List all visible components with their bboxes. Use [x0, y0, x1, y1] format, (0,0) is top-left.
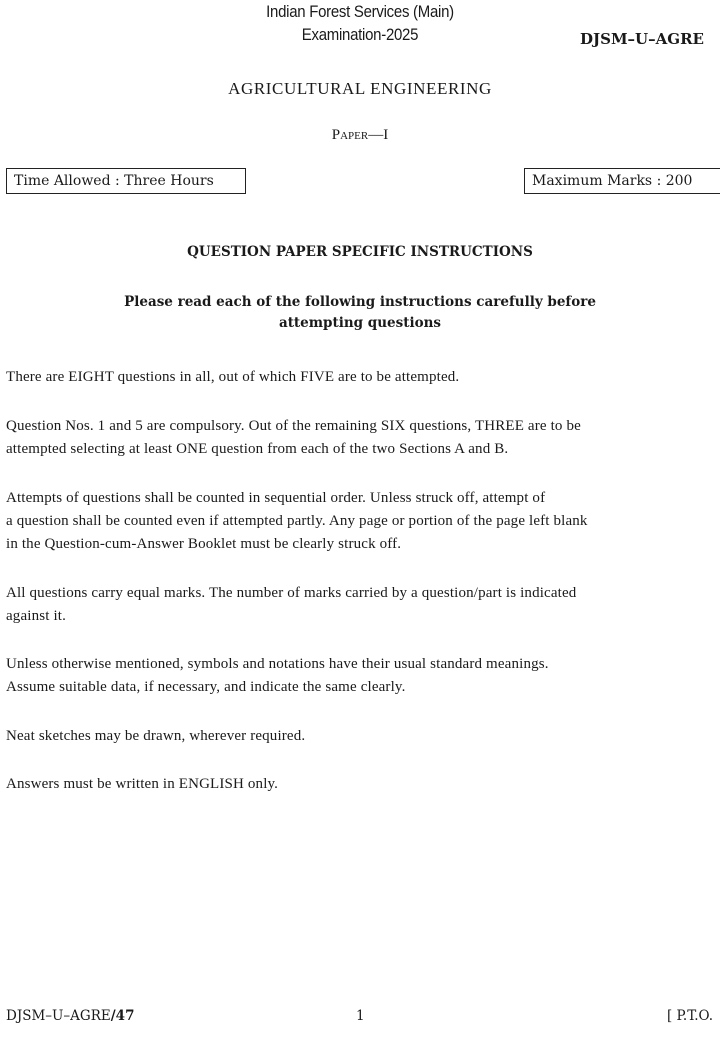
instruction-3-line-3: in the Question-cum-Answer Booklet must be clearly struck off. — [6, 536, 402, 552]
page-number: 1 — [356, 1008, 365, 1024]
pto-marker: [ P.T.O. — [667, 1008, 714, 1024]
instructions-subheading-line2: attempting questions — [278, 315, 442, 331]
instruction-5-line-2: Assume suitable data, if necessary, and indicate the same clearly. — [6, 679, 406, 695]
paper-number — [0, 127, 720, 144]
instructions-subheading-line1: Please read each of the following instructions carefully before — [124, 294, 596, 310]
paper-number-text: Paper—I — [331, 127, 389, 143]
footer-code-suffix: /47 — [110, 1008, 135, 1024]
instruction-5-line-1: Unless otherwise mentioned, symbols and notations have their usual standard meanings. — [6, 656, 549, 672]
instruction-3 — [6, 487, 588, 556]
instruction-1 — [6, 366, 459, 389]
paper-code: DJSM–U–AGRE — [580, 30, 704, 48]
instruction-3-line-2: a question shall be counted even if attempted partly. Any page or portion of the page left blank — [6, 513, 588, 529]
exam-name-line1: Indian Forest Services (Main) — [266, 2, 454, 21]
instruction-2-line-1: Question Nos. 1 and 5 are compulsory. Out of the remaining SIX questions, THREE are to be — [6, 418, 581, 434]
exam-name-line2: Examination-2025 — [301, 25, 419, 44]
instruction-7-line-1: Answers must be written in ENGLISH only. — [6, 776, 279, 792]
instruction-7 — [6, 773, 278, 796]
subject-title: AGRICULTURAL ENGINEERING — [228, 79, 492, 98]
instruction-2-line-2: attempted selecting at least ONE question from each of the two Sections A and B. — [6, 441, 509, 457]
instruction-5 — [6, 653, 549, 699]
instruction-3-line-1: Attempts of questions shall be counted in sequential order. Unless struck off, attempt of — [6, 490, 546, 506]
instruction-4-line-2: against it. — [6, 608, 66, 624]
instructions-heading: QUESTION PAPER SPECIFIC INSTRUCTIONS — [187, 244, 533, 260]
time-allowed-box: Time Allowed : Three Hours — [6, 168, 246, 194]
instruction-6 — [6, 725, 305, 748]
instruction-2 — [6, 415, 581, 461]
instruction-4-line-1: All questions carry equal marks. The number of marks carried by a question/part is indicated — [6, 585, 577, 601]
footer-code-prefix: DJSM–U–AGRE — [6, 1008, 111, 1024]
footer-paper-code — [6, 1008, 134, 1024]
instruction-4 — [6, 582, 576, 628]
instruction-6-line-1: Neat sketches may be drawn, wherever required. — [6, 728, 306, 744]
instruction-1-line-1: There are EIGHT questions in all, out of which FIVE are to be attempted. — [6, 369, 460, 385]
maximum-marks-box: Maximum Marks : 200 — [524, 168, 720, 194]
